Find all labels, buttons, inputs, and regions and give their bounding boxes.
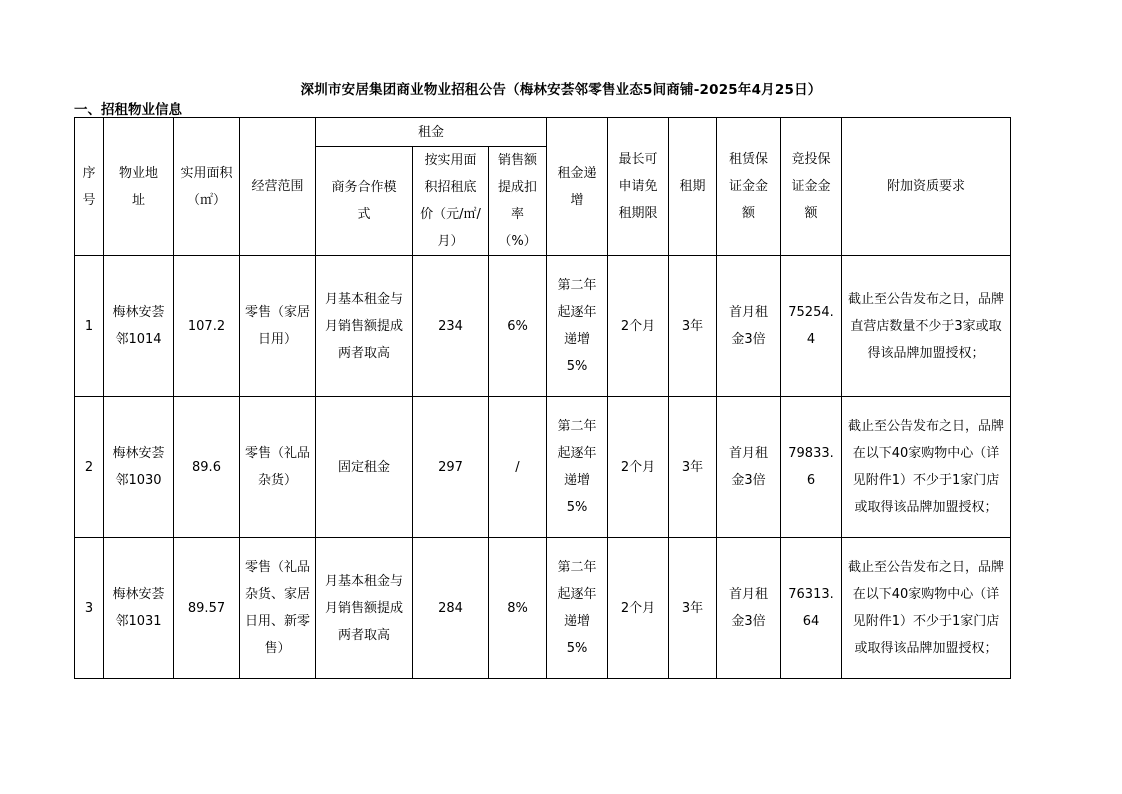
cell-bid-deposit: 76313.64 [781, 538, 842, 679]
cell-increase: 第二年起逐年递增5% [547, 397, 608, 538]
cell-term: 3年 [669, 397, 717, 538]
header-scope: 经营范围 [240, 118, 316, 256]
cell-bid-deposit: 75254.4 [781, 256, 842, 397]
header-commission: 销售额提成扣率（%） [489, 147, 547, 256]
document-title: 深圳市安居集团商业物业招租公告（梅林安荟邻零售业态5间商铺-2025年4月25日） [300, 82, 822, 98]
cell-term: 3年 [669, 256, 717, 397]
cell-requirements: 截止至公告发布之日，品牌在以下40家购物中心（详见附件1）不少于1家门店或取得该品牌加盟授权； [842, 538, 1011, 679]
cell-deposit: 首月租金3倍 [717, 538, 781, 679]
cell-seq: 3 [75, 538, 104, 679]
cell-deposit: 首月租金3倍 [717, 256, 781, 397]
cell-area: 89.57 [174, 538, 240, 679]
cell-seq: 1 [75, 256, 104, 397]
cell-scope: 零售（家居日用） [240, 256, 316, 397]
cell-increase: 第二年起逐年递增5% [547, 256, 608, 397]
header-address: 物业地址 [104, 118, 174, 256]
cell-increase: 第二年起逐年递增5% [547, 538, 608, 679]
cell-deposit: 首月租金3倍 [717, 397, 781, 538]
cell-address: 梅林安荟邻1031 [104, 538, 174, 679]
header-term: 租期 [669, 118, 717, 256]
cell-area: 107.2 [174, 256, 240, 397]
cell-base-price: 284 [413, 538, 489, 679]
cell-requirements: 截止至公告发布之日，品牌在以下40家购物中心（详见附件1）不少于1家门店或取得该品牌加盟授权； [842, 397, 1011, 538]
header-base-price: 按实用面积招租底价（元/㎡/月） [413, 147, 489, 256]
cell-mode: 月基本租金与月销售额提成两者取高 [316, 538, 413, 679]
listing-table [74, 117, 1011, 679]
cell-requirements: 截止至公告发布之日，品牌直营店数量不少于3家或取得该品牌加盟授权； [842, 256, 1011, 397]
header-mode: 商务合作模式 [316, 147, 413, 256]
cell-base-price: 234 [413, 256, 489, 397]
header-area: 实用面积（㎡） [174, 118, 240, 256]
header-free-period: 最长可申请免租期限 [608, 118, 669, 256]
header-increase: 租金递增 [547, 118, 608, 256]
cell-base-price: 297 [413, 397, 489, 538]
cell-scope: 零售（礼品杂货、家居日用、新零售） [240, 538, 316, 679]
header-requirements: 附加资质要求 [842, 118, 1011, 256]
cell-scope: 零售（礼品杂货） [240, 397, 316, 538]
cell-bid-deposit: 79833.6 [781, 397, 842, 538]
table-row [75, 256, 1011, 397]
cell-free-period: 2个月 [608, 256, 669, 397]
table-row [75, 538, 1011, 679]
cell-free-period: 2个月 [608, 538, 669, 679]
header-rent-group: 租金 [316, 118, 547, 147]
cell-commission: 6% [489, 256, 547, 397]
table-row [75, 397, 1011, 538]
cell-seq: 2 [75, 397, 104, 538]
cell-address: 梅林安荟邻1014 [104, 256, 174, 397]
cell-free-period: 2个月 [608, 397, 669, 538]
cell-mode: 固定租金 [316, 397, 413, 538]
header-bid-deposit: 竞投保证金金额 [781, 118, 842, 256]
cell-commission: 8% [489, 538, 547, 679]
header-deposit: 租赁保证金金额 [717, 118, 781, 256]
section-heading: 一、招租物业信息 [74, 102, 182, 118]
cell-commission: / [489, 397, 547, 538]
cell-area: 89.6 [174, 397, 240, 538]
cell-term: 3年 [669, 538, 717, 679]
header-seq: 序号 [75, 118, 104, 256]
cell-mode: 月基本租金与月销售额提成两者取高 [316, 256, 413, 397]
cell-address: 梅林安荟邻1030 [104, 397, 174, 538]
